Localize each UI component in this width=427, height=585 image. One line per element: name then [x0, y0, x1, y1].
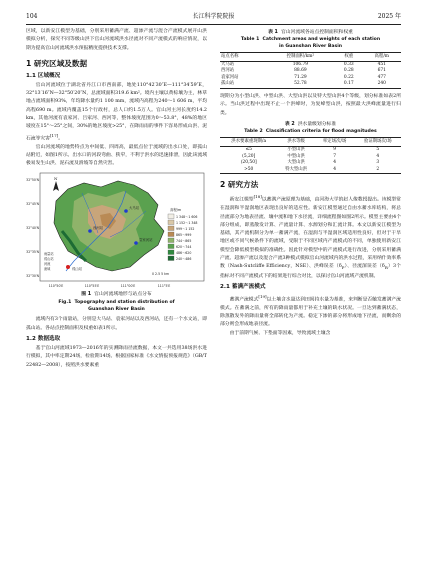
table-cell: 0.28: [343, 68, 354, 74]
latitude-tick-label: 32°45′N: [26, 202, 39, 207]
figure-caption-en: Fig.1 Topography and station distribution of Guanshan River Basin: [58, 300, 175, 312]
table-cell: 0.22: [343, 74, 354, 80]
table-cell: 袁家河站: [221, 74, 239, 80]
table-cell: (20,50]: [240, 160, 257, 166]
terrain-paragraph: 官山河流域的地势特点为中间低、四周高，最低点位于流域的出水口处，即孤山站附近，如图1所示。出水口的河段弯曲、狭窄，不利于洪水的迅速排泄，因此该流域极易发生山洪、泥石流及滑坡等自然灾害。: [26, 144, 207, 167]
section-1-2-heading: 1.2 数据选取: [26, 336, 61, 343]
table-row: [220, 160, 401, 167]
overview-paragraph: 官山河流域位于湖北省丹江口市西南部，地处110°42′30″E—111°34′59″E，32°13′16″N—32°50′20″N，总流域面积319.6 km²。境内主壤以黄棕壤为主，林草地占流域面积93%，年均降水量约1 100 mm，流域内高程为240～1 606 m，平均高程690 m。流域内覆盖15个行政村，总人口约1.5万人。官山河主河长度约14.2 km，其他河流有袁家河、吕家河、西河等，整体坡度范围为0～53.8°，48%的地区坡度在15°～25°之间，30%的地区坡度>25°，在降雨雨的事件下容易形成山洪、泥石流等灾害[17]。: [26, 82, 207, 142]
table-cell: 106.79: [292, 61, 309, 67]
legend-range-label: 486～620: [176, 251, 192, 256]
legend-range-label: 620～744: [176, 245, 192, 250]
table-cell: 小型山洪: [287, 146, 305, 152]
table-cell: 5: [376, 146, 380, 152]
table2-caption-cn: 表 2 洪水量级划分标准: [284, 121, 337, 127]
longitude-tick-label: 110°55′E: [84, 284, 100, 289]
station-label: 大马站: [129, 206, 140, 211]
legend-range-label: 240～486: [176, 257, 192, 262]
left-column: [26, 28, 207, 370]
legend-swatch: [168, 256, 174, 261]
figure-caption-cn: 图 1 官山河流域地形与站点分布: [81, 292, 152, 298]
table1-caption-cn: 表 1 官山河流域各站点控制面积和权重: [268, 30, 353, 35]
basin-map: [26, 171, 207, 289]
table-cell: 52.78: [266, 81, 335, 88]
table-header-cell: 验证期场次/场: [354, 138, 401, 147]
table-cell: 4: [315, 167, 355, 174]
table2-caption-en: Table 2 Classification criteria for flood magnitudes: [244, 128, 377, 134]
table-cell: 特大型山洪: [277, 167, 314, 174]
table-cell: 大型山洪: [287, 160, 305, 166]
table-cell: 71.29: [294, 74, 307, 80]
table-header-cell: 洪水要素重现期/a: [220, 138, 277, 147]
table1-caption-en: Table 1 Catchment areas and weights of each station in Guanshan River Basin: [240, 37, 381, 49]
longitude-tick-label: 111°00′E: [120, 284, 136, 289]
table-cell: 大马站: [221, 61, 235, 67]
legend-range-label: 999～1 152: [176, 227, 195, 232]
station-label: 西河站: [93, 226, 104, 231]
station-marker: [88, 230, 92, 234]
header-rule: [26, 24, 401, 25]
table-row: [220, 81, 401, 88]
legend-range-label: 1 348～1 606: [176, 215, 198, 220]
station-marker: [134, 242, 138, 246]
table-row: [220, 146, 401, 153]
legend-range-label: 1 152～1 348: [176, 221, 198, 226]
table-cell: 240: [363, 81, 401, 88]
running-header: [26, 12, 401, 22]
legend-swatch: [168, 226, 174, 231]
legend-key-label: 流域: [44, 267, 51, 272]
citation[interactable]: [17]: [50, 132, 59, 138]
section-2-heading: 2 研究方法: [220, 180, 259, 190]
latitude-tick-label: 32°40′N: [26, 226, 39, 231]
station-marker: [124, 210, 128, 214]
table-cell: 7: [333, 153, 337, 159]
table-header-cell: 控制面积/km²: [266, 53, 335, 62]
table-cell: 中型山洪: [287, 153, 305, 159]
publication-year: 2025 年: [377, 13, 401, 20]
latitude-tick-label: 32°30′N: [26, 274, 39, 279]
table-cell: 88.69: [294, 68, 307, 74]
legend-swatch: [168, 238, 174, 243]
table-header-cell: 率定场次/场: [315, 138, 355, 147]
scale-bar-label: 0 2.5 5 km: [152, 272, 170, 277]
citation[interactable]: [18]: [253, 194, 262, 200]
table-cell: 671: [377, 68, 386, 74]
legend-key-label: 河流: [44, 262, 51, 267]
data-paragraph: 基于官山河流域1973—2016年的实测降雨径流数据，本文一共选用38场洪水进行模拟，其中率定期24场，检验期14场。根据国家标准《水文情报预报规范》（GB/T 22482—2008），按照洪水要素重: [26, 346, 207, 368]
north-label: N: [54, 176, 58, 182]
table-cell: 西河站: [221, 68, 235, 74]
table-cell: 孤山站: [220, 81, 266, 88]
table1: [220, 52, 401, 89]
table-cell: ≤5: [245, 146, 252, 152]
soil-paragraph: 由于前期气候、下垫面等因素，导致流域土壤含: [229, 330, 331, 336]
table-cell: 451: [377, 61, 386, 67]
section-1-heading: 1 研究区域及数据: [26, 58, 88, 68]
station-marker: [66, 265, 70, 269]
table-header-cell: 权重: [335, 53, 363, 62]
legend-range-label: 744～865: [176, 239, 192, 244]
legend-swatch: [168, 250, 174, 255]
station-label: 孤山站: [72, 267, 83, 272]
xaj-model-paragraph: 新安江模型[18]以蓄满产流原理为基础，由河海大学的赵人俊教授提出。该模型常在湿润和半湿润地区表现出良好的适应性。新安江模型通过自由水蓄水库结构，将总径流部分为地表径流、壤中流和地下水径流，详细流程图如图2所示。模型主要由4个部分组成，即蒸散发计算、产流量计算、水源划分和汇流计算。本文以新安江模型为基础，其产流机制分为单一蓄满产流，在湿润与半湿润区域适用性良好，但对于干旱地区或不同气候条件下的流域，受限于不同区域内产流模式的不同，单独使用新安江模型会降低模型模拟的准确性。因此针对模型中的产流模式进行改进，分别采用蓄满产流、超渗产流以及混合产流3种模式模拟官山河流域内的洪水过程，采用纳什效率系数（Nash-Sutcliffe Efficiency，NSE）、洪峰误差$(\delta_P)$、径流深误差$(\delta_R)3$个指标对不同产流模式下的结果进行综合对比，以探讨官山河流域产流机制。: [220, 194, 401, 279]
right-column: [220, 28, 401, 338]
table-row: [220, 68, 401, 75]
station-label: 袁家河站: [139, 238, 153, 243]
table-header-cell: 高程/m: [363, 53, 401, 62]
table-cell: >50: [220, 167, 277, 174]
table-cell: 9: [333, 146, 337, 152]
table-cell: 3: [376, 160, 380, 166]
table-row: [220, 75, 401, 82]
legend-key-label: 孤山站: [44, 257, 54, 262]
latitude-tick-label: 32°50′N: [26, 178, 39, 183]
table-row: [220, 154, 401, 161]
intro-tail: 区域，以新安江模型为基础，分别采用蓄满产流、超渗产流与混合产流模式展开山洪模拟分析，探究不同等级山洪下官山河流域洪水径流对不同产流模式的响应情况，以期为提高官山河流域洪水预报精度提供技术支撑。: [26, 29, 207, 51]
saturation-paragraph: 蓄满产流模式[19]以土壤含水量达到田间持水量为基准，来判断是否触发蓄满产流模式。在蓄满之前，所有的降雨量都用于补充土壤的缺水状况。一旦达到蓄满状态，除蒸散发外的降雨量将全部转化为产流。稳定下渗的部分将形成地下径流，而剩余的部分则会形成地表径流。: [220, 293, 401, 328]
table-cell: 4: [376, 153, 380, 159]
table-cell: 4: [333, 160, 337, 166]
longitude-tick-label: 111°5′E: [157, 284, 171, 289]
table-cell: 2: [354, 167, 401, 174]
table-cell: 0.17: [335, 81, 363, 88]
table-cell: 0.33: [343, 61, 354, 67]
legend-swatch: [168, 214, 174, 219]
basin-map-figure: [26, 171, 207, 289]
stations-paragraph: 流域内有3个雨量站，分别是大马站、袁家河站以及西河站，还有一个水文站，即孤山站。各站点控制面积及权重如表1所示。: [26, 317, 207, 331]
longitude-tick-label: 110°50′E: [48, 284, 64, 289]
section-2-1-heading: 2.1 蓄满产流模式: [220, 283, 266, 290]
table-row: [220, 167, 401, 174]
citation[interactable]: [19]: [258, 293, 267, 299]
latitude-tick-label: 32°35′N: [26, 250, 39, 255]
table-cell: (5,20]: [242, 153, 256, 159]
page-number: 104: [26, 13, 38, 20]
legend-range-label: 865～999: [176, 233, 192, 238]
journal-name: 长江科学院院报: [192, 13, 235, 20]
legend-swatch: [168, 220, 174, 225]
table2: [220, 137, 401, 174]
legend-key-label: 雨量站: [44, 252, 54, 257]
legend-swatch: [168, 244, 174, 249]
table-row: [220, 61, 401, 68]
section-1-1-heading: 1.1 区域概况: [26, 72, 61, 79]
table-header-cell: 站点名称: [220, 53, 266, 62]
table-cell: 477: [377, 74, 386, 80]
table-header-cell: 洪水等级: [277, 138, 314, 147]
legend-title: 高程/m: [170, 208, 182, 213]
flood-class-paragraph: 现期分为小型山洪、中型山洪、大型山洪以及特大型山洪4个等级，划分标准如表2所示。当山洪过程中出现不止一个洪峰时，为复峰型山洪，按照最大洪峰流量进行归类。: [220, 93, 401, 116]
legend-swatch: [168, 232, 174, 237]
